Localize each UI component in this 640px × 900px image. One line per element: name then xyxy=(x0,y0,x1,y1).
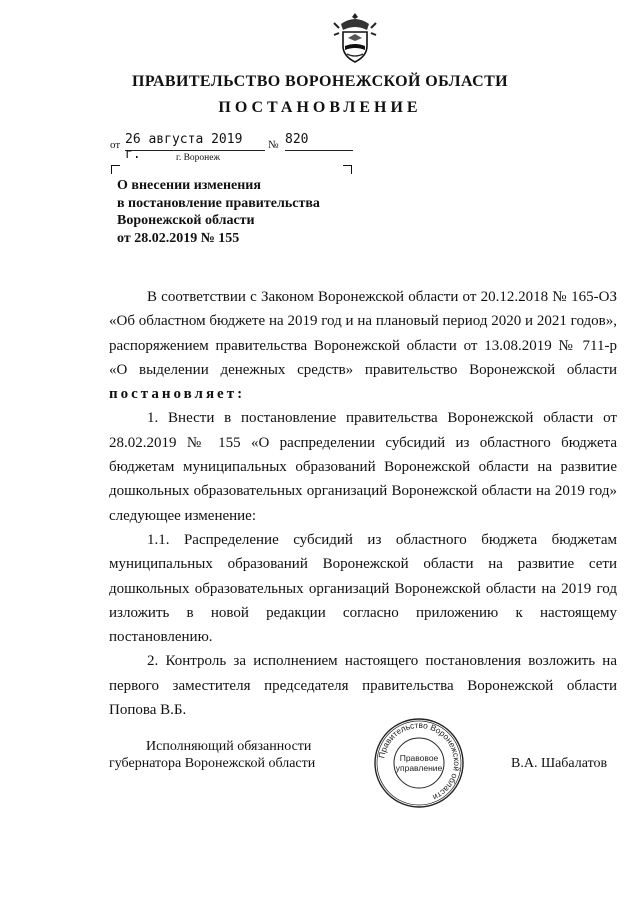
corner-mark-left xyxy=(111,165,120,174)
document-body xyxy=(109,285,617,722)
number-field: 820 xyxy=(285,132,353,151)
item-1-line: дошкольных образовательных организаций Воронежской области на 2019 год» xyxy=(109,483,617,500)
stamp-ring-text: Правительство Воронежской области xyxy=(376,719,463,803)
signatory-name: В.А. Шабалатов xyxy=(511,756,608,771)
stamp-center-line1: Правовое xyxy=(399,753,439,763)
organization-title: ПРАВИТЕЛЬСТВО ВОРОНЕЖСКОЙ ОБЛАСТИ xyxy=(131,73,509,90)
signatory-position-line1: Исполняющий обязанности xyxy=(146,739,312,754)
stamp-center-line2: управление xyxy=(395,763,443,773)
item-1-line: следующее изменение: xyxy=(109,507,257,524)
item-1-1-line: изложить в новой редакции согласно приложению к настоящему xyxy=(109,604,617,621)
preamble-line: «О выделении денежных средств» правительство Воронежской области xyxy=(109,361,617,378)
item-2-line: 2. Контроль за исполнением настоящего постановления возложить на xyxy=(147,653,617,670)
item-2-line: Попова В.Б. xyxy=(109,702,187,719)
subject-line: от 28.02.2019 № 155 xyxy=(117,230,240,246)
document-type: ПОСТАНОВЛЕНИЕ xyxy=(218,99,422,116)
item-1-1-line: дошкольных образовательных организаций Воронежской области на 2019 год xyxy=(109,580,617,597)
official-stamp xyxy=(373,717,465,809)
signatory-position-line2: губернатора Воронежской области xyxy=(109,756,316,771)
decree-word: постановляет: xyxy=(109,386,246,403)
subject-line: О внесении изменения xyxy=(117,178,261,193)
item-1-line: 28.02.2019 № 155 «О распределении субсидий из областного бюджета xyxy=(109,434,617,451)
date-prefix: от xyxy=(110,139,121,151)
subject-line: в постановление правительства xyxy=(117,195,320,211)
item-1-line: бюджетам муниципальных образований Воронежской области на развитие xyxy=(109,459,617,476)
item-1-line: 1. Внести в постановление правительства Воронежской области от xyxy=(147,410,617,427)
item-1-1-line: постановлению. xyxy=(109,629,213,646)
subject-line: Воронежской области xyxy=(117,213,255,228)
preamble-line: распоряжением правительства Воронежской области от 13.08.2019 № 711-р xyxy=(109,337,617,354)
document-subject xyxy=(117,177,320,247)
item-1-1-line: 1.1. Распределение субсидий из областного бюджета бюджетам xyxy=(147,531,617,548)
coat-of-arms-icon xyxy=(333,10,377,66)
date-field: 26 августа 2019 г. xyxy=(125,132,265,151)
item-2-line: первого заместителя председателя правительства Воронежской области xyxy=(109,677,617,694)
corner-mark-right xyxy=(343,165,352,174)
item-1-1-line: муниципальных образований Воронежской области на развитие сети xyxy=(109,556,617,573)
preamble-line: В соответствии с Законом Воронежской области от 20.12.2018 № 165-ОЗ xyxy=(147,289,617,305)
number-prefix: № xyxy=(268,139,279,151)
preamble-line: «Об областном бюджете на 2019 год и на плановый период 2020 и 2021 годов», xyxy=(109,313,617,330)
city-label: г. Воронеж xyxy=(176,153,221,163)
